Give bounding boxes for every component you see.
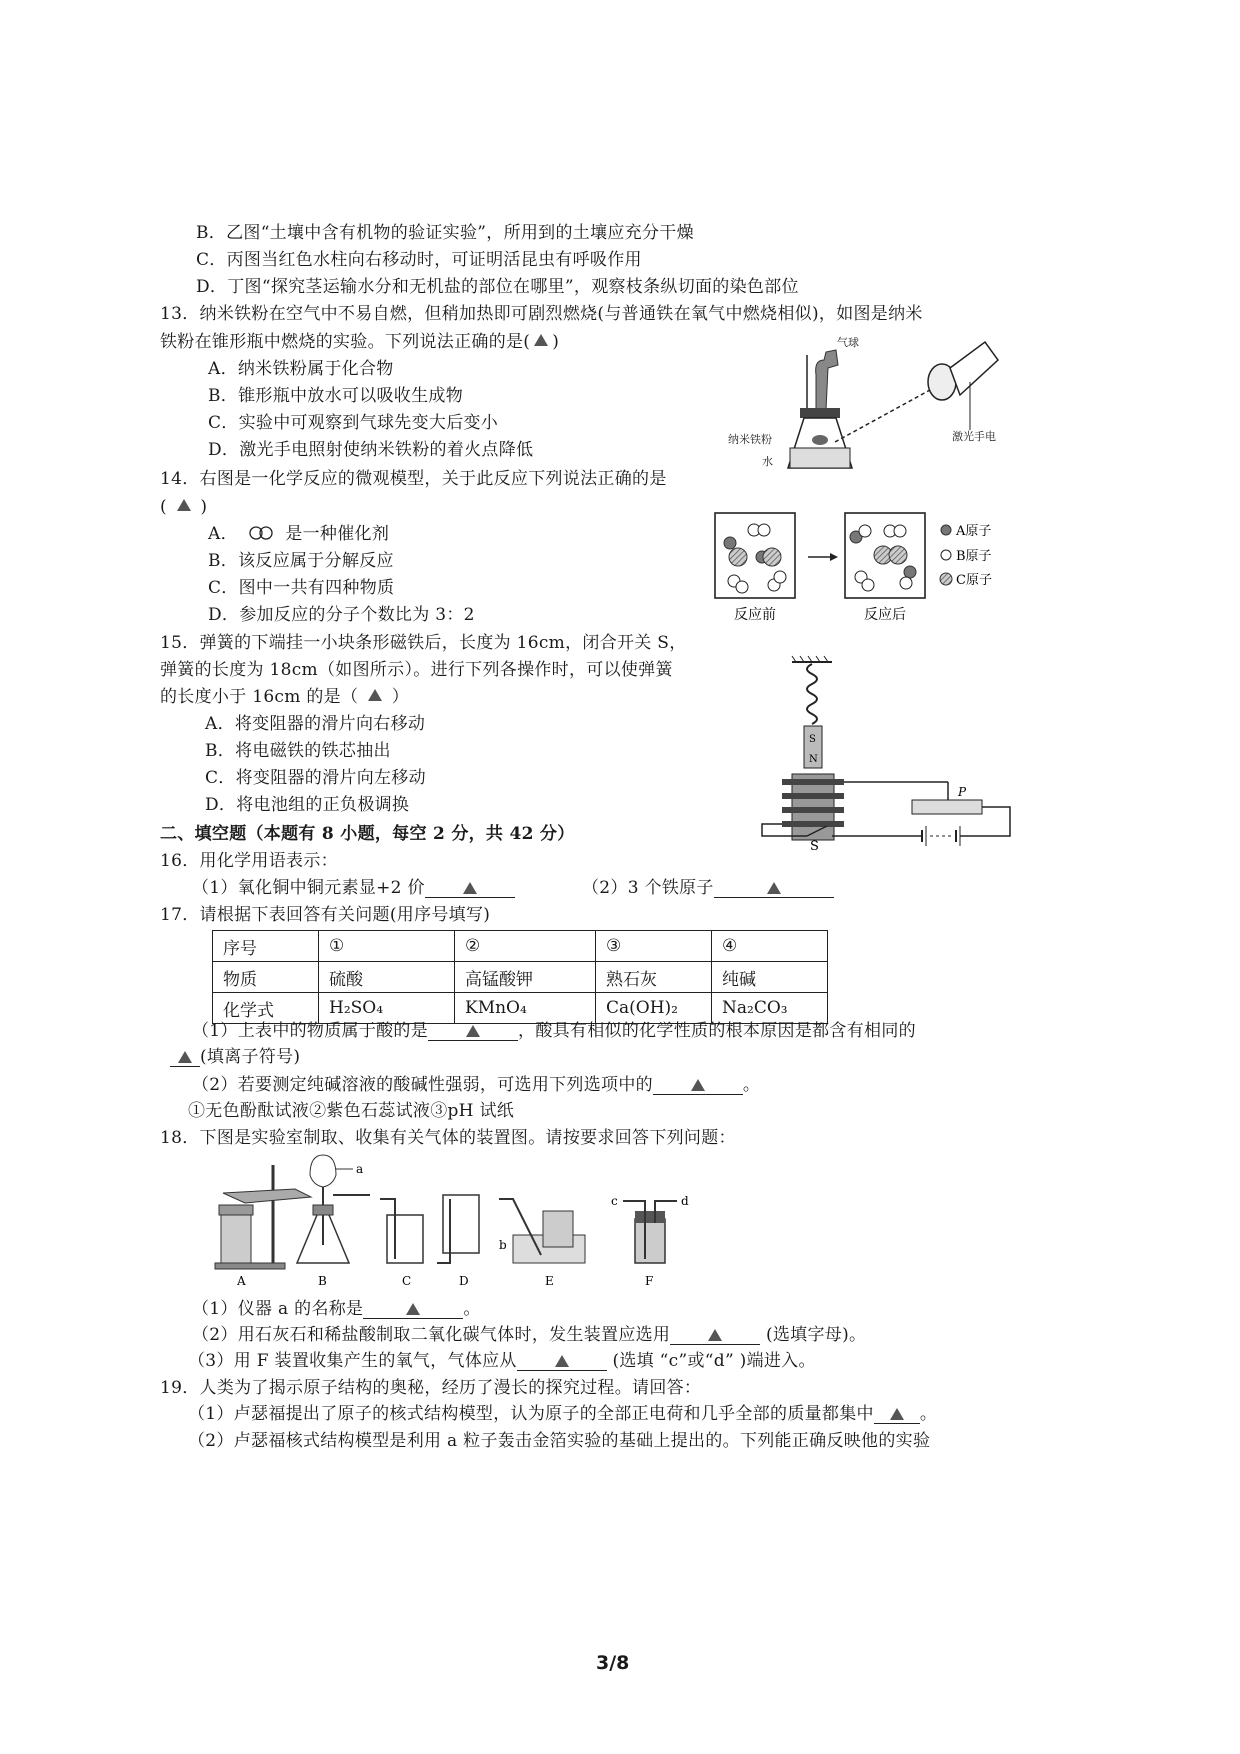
q13-stem-close: ) xyxy=(552,332,560,352)
q13-option-d: D．激光手电照射使纳米铁粉的着火点降低 xyxy=(208,440,534,460)
q14-option-a-prefix: A． xyxy=(208,524,238,544)
switch-s-label: S xyxy=(810,839,819,854)
q18-part3-blank xyxy=(517,1352,607,1371)
magnet-n-label: N xyxy=(809,754,818,765)
q15-option-c: C．将变阻器的滑片向左移动 xyxy=(205,768,426,788)
apparatus-c-label: C xyxy=(402,1274,412,1288)
q14-reaction-model-figure xyxy=(710,505,1030,625)
q18-part2-end: (选填字母)。 xyxy=(765,1325,867,1345)
q18-part1-end: 。 xyxy=(463,1299,481,1319)
answer-triangle-icon xyxy=(406,1303,420,1315)
q18-part1-text: （1）仪器 a 的名称是 xyxy=(192,1299,364,1319)
q19-part1-end: 。 xyxy=(919,1404,938,1424)
mark-c: c xyxy=(611,1194,618,1208)
q15-stem-line1: 15．弹簧的下端挂一小块条形磁铁后，长度为 16cm，闭合开关 S， xyxy=(160,633,687,653)
q13-flask-figure xyxy=(728,330,1040,480)
table-cell: 高锰酸钾 xyxy=(455,962,596,993)
q13-stem-line1: 13．纳米铁粉在空气中不易自燃，但稍加热即可剧烈燃烧(与普通铁在氧气中燃烧相似)，如图是纳米 xyxy=(160,304,923,324)
answer-triangle-icon xyxy=(691,1079,705,1091)
table-cell: ② xyxy=(455,931,596,962)
q13-stem-line2 xyxy=(160,331,559,353)
q14-option-a-text: 是一种催化剂 xyxy=(285,524,390,544)
q14-option-c: C．图中一共有四种物质 xyxy=(208,578,395,598)
q17-part2 xyxy=(192,1074,760,1096)
q19-stem: 19．人类为了揭示原子结构的奥秘，经历了漫长的探究过程。请回答： xyxy=(160,1378,702,1398)
q18-part3-text: （3）用 F 装置收集产生的氧气，气体应从 xyxy=(188,1351,517,1371)
q16-part1 xyxy=(192,877,515,899)
q14-option-a xyxy=(208,523,389,545)
q19-part1-text: （1）卢瑟福提出了原子的核式结构模型，认为原子的全部正电荷和几乎全部的质量都集中 xyxy=(188,1404,874,1424)
q18-part1-blank xyxy=(363,1300,463,1319)
table-cell: Na₂CO₃ xyxy=(712,993,828,1024)
before-label: 反应前 xyxy=(734,607,776,623)
apparatus-d-label: D xyxy=(459,1274,469,1288)
answer-triangle-icon xyxy=(890,1408,904,1420)
table-cell: 序号 xyxy=(213,931,319,962)
answer-triangle-icon xyxy=(368,689,382,701)
q18-part2-text: （2）用石灰石和稀盐酸制取二氧化碳气体时，发生装置应选用 xyxy=(192,1325,671,1345)
apparatus-a-label: A xyxy=(237,1274,246,1288)
table-cell: Ca(OH)₂ xyxy=(596,993,712,1024)
table-row xyxy=(213,931,828,962)
answer-triangle-icon xyxy=(178,1051,192,1063)
table-cell: 化学式 xyxy=(213,993,319,1024)
iron-powder-label: 纳米铁粉 xyxy=(728,433,772,446)
answer-triangle-icon xyxy=(463,882,477,894)
q15-stem-line3 xyxy=(160,686,409,708)
answer-triangle-icon xyxy=(177,499,191,511)
q12-option-c: C．丙图当红色水柱向右移动时，可证明活昆虫有呼吸作用 xyxy=(196,250,642,270)
q14-option-d: D．参加反应的分子个数比为 3：2 xyxy=(208,605,475,625)
balloon-label: 气球 xyxy=(837,336,859,349)
q16-part2-blank xyxy=(714,879,834,898)
q18-part2-blank xyxy=(670,1326,760,1345)
legend-b-atom: B原子 xyxy=(956,549,992,564)
q17-part2-text: （2）若要测定纯碱溶液的酸碱性强弱，可选用下列选项中的 xyxy=(192,1075,653,1095)
q17-part1-text-c: (填离子符号) xyxy=(200,1047,301,1067)
answer-triangle-icon xyxy=(767,882,781,894)
water-label: 水 xyxy=(762,455,773,468)
magnet-s-label: S xyxy=(809,734,816,745)
q16-part1-text: （1）氧化铜中铜元素显+2 价 xyxy=(192,878,425,898)
q16-part2 xyxy=(582,877,834,899)
q17-substance-table xyxy=(212,930,828,1024)
q17-part2-end: 。 xyxy=(742,1075,761,1095)
q17-part2-blank xyxy=(653,1076,743,1095)
q18-part1 xyxy=(192,1298,481,1320)
mark-a: a xyxy=(356,1162,364,1176)
q14-stem-close: ) xyxy=(200,497,208,517)
q15-option-a: A．将变阻器的滑片向右移动 xyxy=(205,714,426,734)
q12-option-d: D．丁图“探究茎运输水分和无机盐的部位在哪里”，观察枝条纵切面的染色部位 xyxy=(196,277,799,297)
q15-stem-close: ） xyxy=(391,687,410,707)
table-cell: 物质 xyxy=(213,962,319,993)
q14-stem-line1: 14．右图是一化学反应的微观模型，关于此反应下列说法正确的是 xyxy=(160,469,667,489)
answer-triangle-icon xyxy=(534,334,548,346)
q16-stem: 16．用化学用语表示： xyxy=(160,851,338,871)
apparatus-e-label: E xyxy=(545,1274,554,1288)
q13-option-b: B．锥形瓶中放水可以吸收生成物 xyxy=(208,386,463,406)
q17-part1-text-b: ，酸具有相似的化学性质的根本原因是都含有相同的 xyxy=(518,1021,916,1041)
q17-part1-blank-1 xyxy=(428,1022,518,1041)
table-cell: KMnO₄ xyxy=(455,993,596,1024)
q17-stem: 17．请根据下表回答有关问题(用序号填写) xyxy=(160,905,491,925)
legend-c-atom: C原子 xyxy=(956,573,992,588)
flashlight-label: 激光手电 xyxy=(952,430,996,443)
q13-option-c: C．实验中可观察到气球先变大后变小 xyxy=(208,413,499,433)
table-row xyxy=(213,993,828,1024)
answer-triangle-icon xyxy=(555,1355,569,1367)
b2-molecule-icon xyxy=(248,525,276,541)
section2-title: 二、填空题（本题有 8 小题，每空 2 分，共 42 分） xyxy=(160,824,575,844)
answer-triangle-icon xyxy=(466,1025,480,1037)
q15-stem-text: 的长度小于 16cm 的是（ xyxy=(160,687,359,707)
q12-option-b: B．乙图“土壤中含有机物的验证实验”，所用到的土壤应充分干燥 xyxy=(196,223,694,243)
q18-part3 xyxy=(188,1350,816,1372)
slider-p-label: P xyxy=(958,785,967,799)
mark-d: d xyxy=(681,1194,689,1208)
page-number: 3/8 xyxy=(596,1652,630,1674)
answer-triangle-icon xyxy=(708,1329,722,1341)
q15-stem-line2: 弹簧的长度为 18cm（如图所示）。进行下列各操作时，可以使弹簧 xyxy=(160,660,673,680)
q16-part1-blank xyxy=(425,879,515,898)
table-cell: 纯碱 xyxy=(712,962,828,993)
q18-apparatus-figure xyxy=(215,1155,725,1290)
apparatus-b-label: B xyxy=(318,1274,327,1288)
q19-part1 xyxy=(188,1403,937,1425)
q18-part2 xyxy=(192,1324,866,1346)
q19-part2: （2）卢瑟福核式结构模型是利用 a 粒子轰击金箔实验的基础上提出的。下列能正确反映他的实验 xyxy=(188,1431,931,1451)
mark-b: b xyxy=(499,1238,507,1252)
table-cell: H₂SO₄ xyxy=(319,993,455,1024)
table-cell: ① xyxy=(319,931,455,962)
legend-a-atom: A原子 xyxy=(956,524,992,539)
table-cell: ③ xyxy=(596,931,712,962)
q14-option-b: B．该反应属于分解反应 xyxy=(208,551,394,571)
q17-options: ①无色酚酞试液②紫色石蕊试液③pH 试纸 xyxy=(188,1101,515,1121)
table-cell: ④ xyxy=(712,931,828,962)
table-row xyxy=(213,962,828,993)
q19-part1-blank xyxy=(874,1405,920,1424)
q13-option-a: A．纳米铁粉属于化合物 xyxy=(208,359,394,379)
after-label: 反应后 xyxy=(864,607,906,623)
q17-part1-text-a: （1）上表中的物质属于酸的是 xyxy=(192,1021,429,1041)
q14-stem-open: ( xyxy=(160,497,167,517)
q16-part2-text: （2）3 个铁原子 xyxy=(582,878,714,898)
apparatus-f-label: F xyxy=(645,1274,654,1288)
q17-part1-blank-2 xyxy=(170,1048,200,1067)
q15-option-b: B．将电磁铁的铁芯抽出 xyxy=(205,741,391,761)
q13-stem-text: 铁粉在锥形瓶中燃烧的实验。下列说法正确的是( xyxy=(160,332,531,352)
table-cell: 硫酸 xyxy=(319,962,455,993)
q18-part3-end: (选填 “c”或“d” )端进入。 xyxy=(612,1351,816,1371)
q17-part1-cont xyxy=(170,1046,300,1068)
q15-option-d: D．将电池组的正负极调换 xyxy=(205,795,410,815)
q18-stem: 18．下图是实验室制取、收集有关气体的装置图。请按要求回答下列问题： xyxy=(160,1128,736,1148)
q15-electromagnet-figure xyxy=(752,650,1032,854)
q17-part1 xyxy=(192,1020,916,1042)
table-cell: 熟石灰 xyxy=(596,962,712,993)
q14-stem-line2 xyxy=(160,496,207,518)
